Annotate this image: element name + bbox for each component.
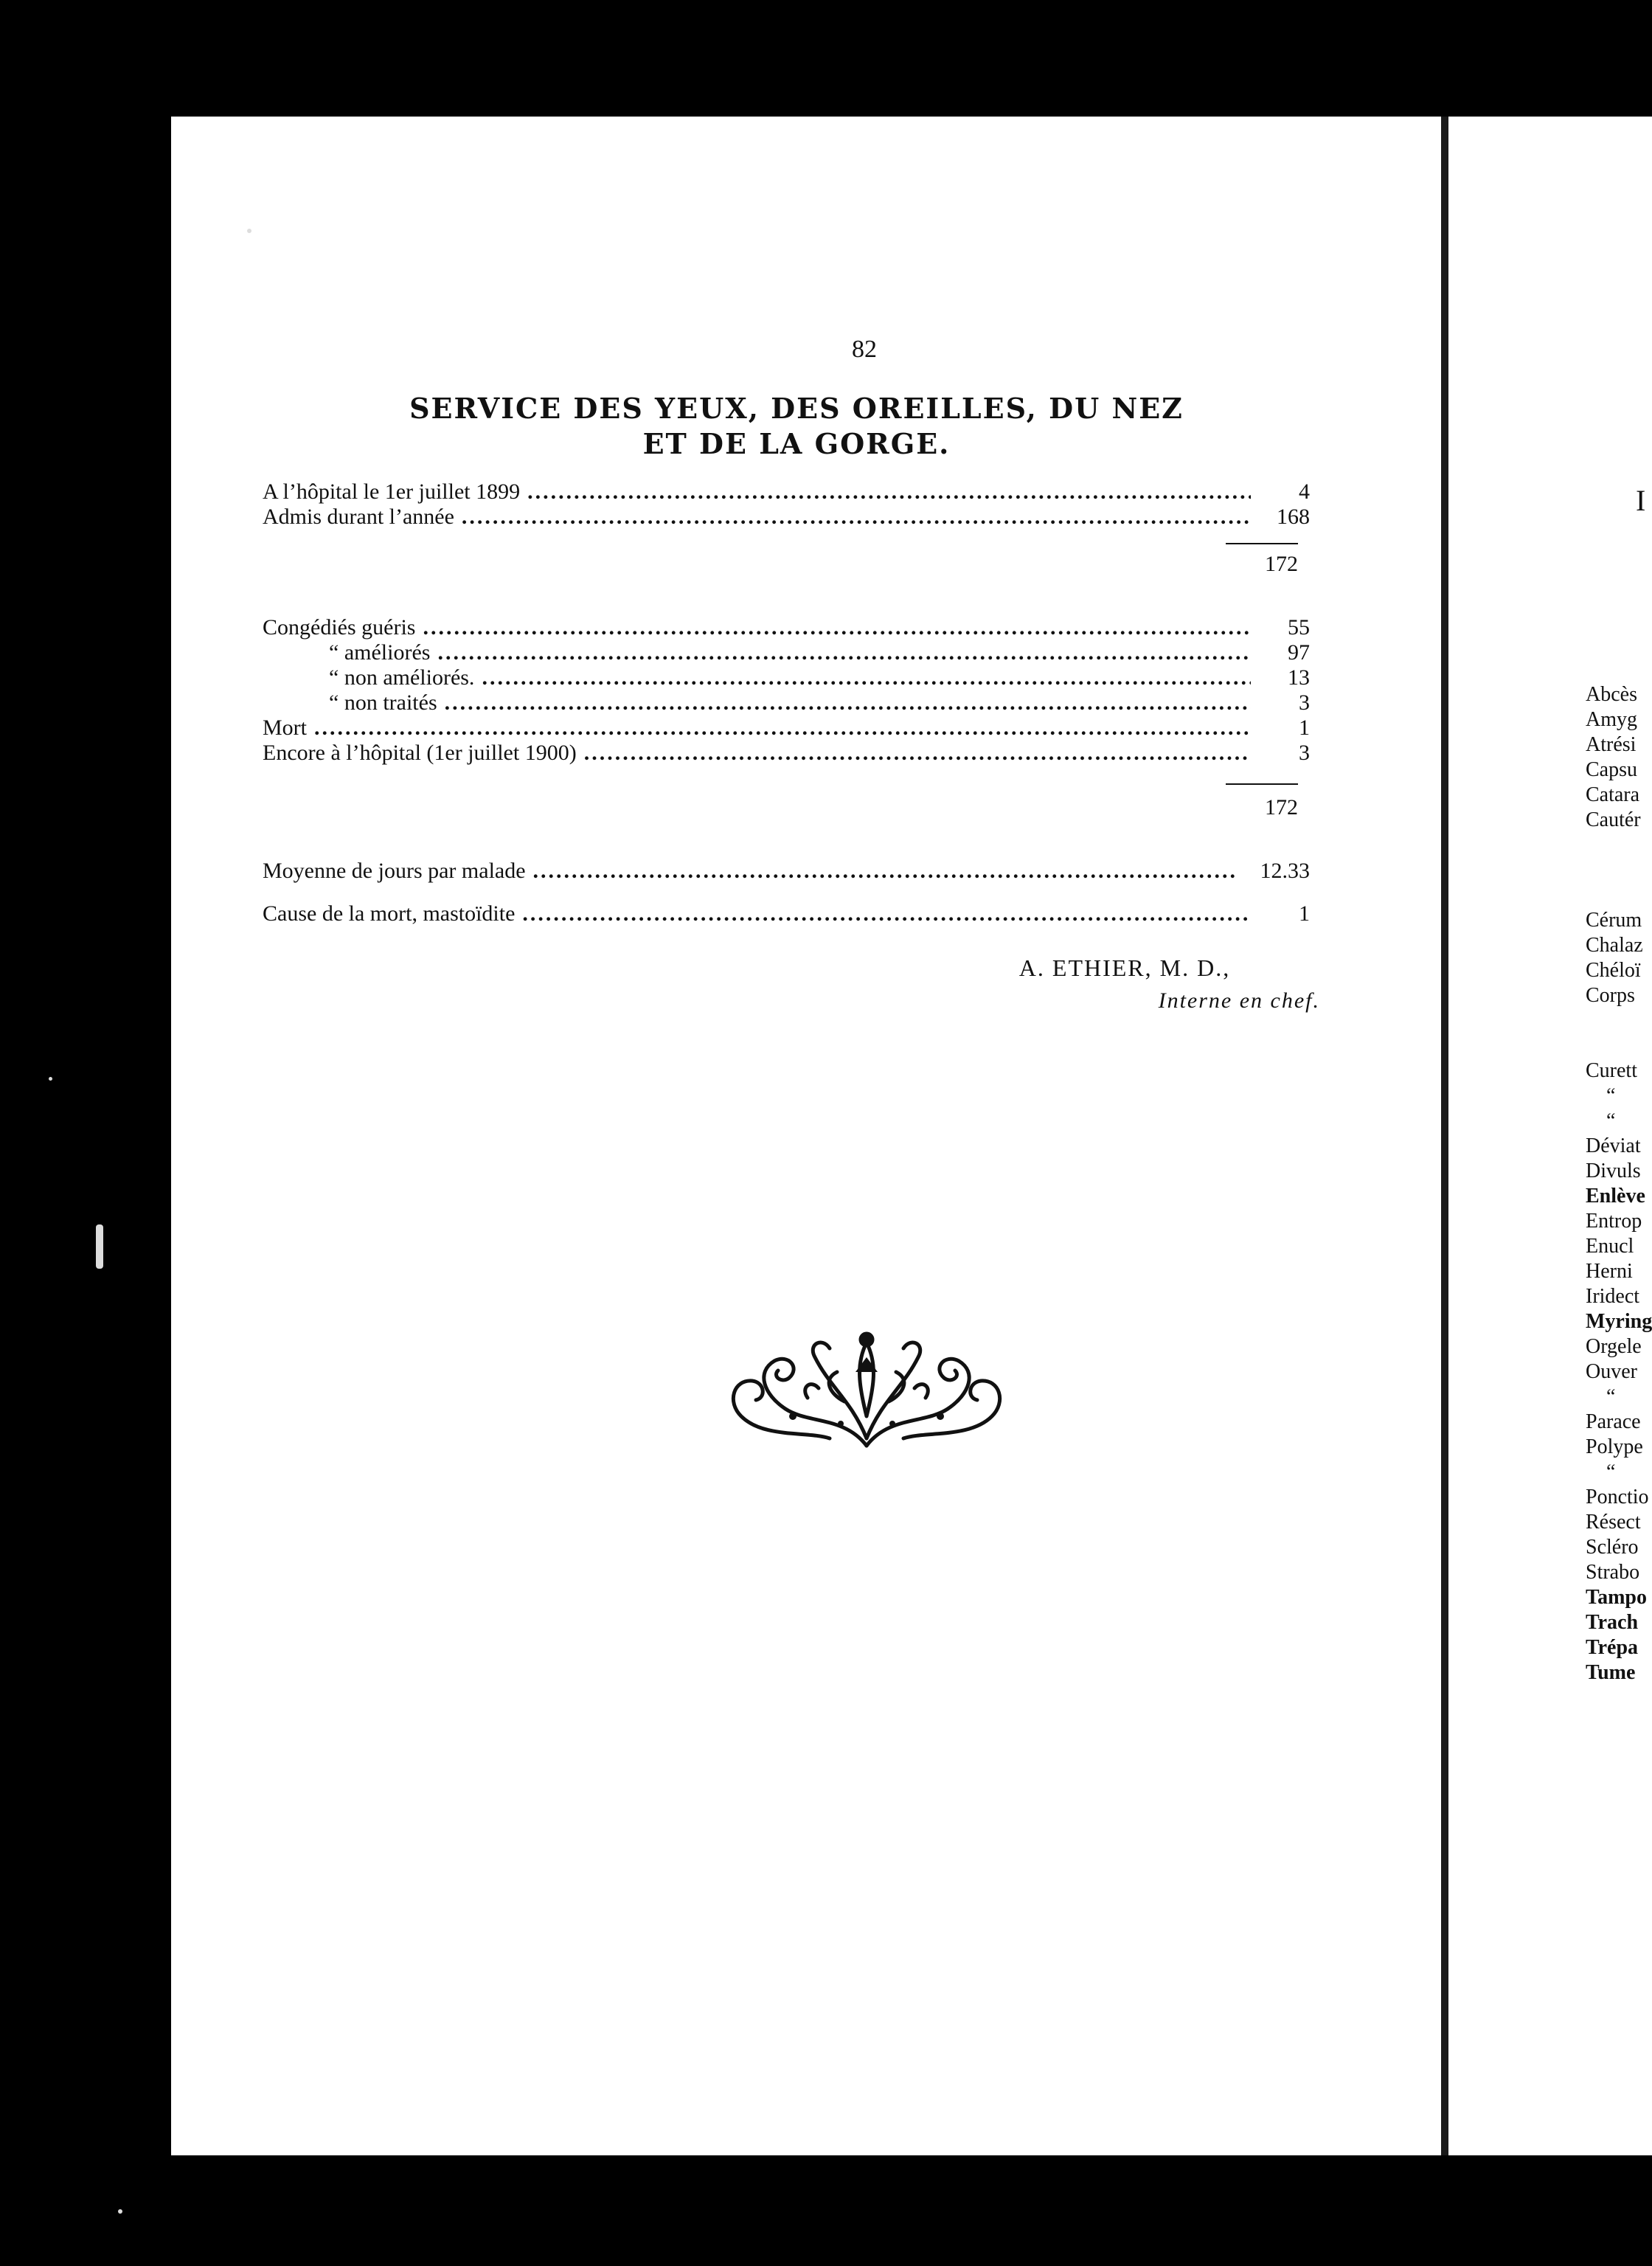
row-value: 4: [1299, 479, 1310, 504]
list-item: “: [1606, 1385, 1616, 1408]
admission-row: [263, 505, 1310, 531]
title-line-2: ET DE LA GORGE.: [642, 427, 951, 460]
row-label: Mort: [263, 716, 307, 740]
leader-dots: [482, 665, 1251, 690]
scan-speck: [118, 2209, 122, 2214]
row-label: “ améliorés: [329, 640, 431, 665]
list-item: Abcès: [1586, 683, 1637, 706]
list-item: Résect: [1586, 1511, 1641, 1534]
list-item: Tume: [1586, 1661, 1636, 1684]
row-label: Cause de la mort, mastoïdite: [263, 901, 516, 926]
admissions-total: 172: [1265, 552, 1298, 576]
discharge-row: [263, 665, 1310, 692]
list-item: [1586, 833, 1652, 858]
signature-role: Interne en chef.: [1158, 988, 1320, 1013]
leader-dots: [423, 615, 1251, 640]
list-item: Tampo: [1586, 1586, 1648, 1609]
decorative-ornament: [719, 1328, 1014, 1453]
list-item: Atrési: [1586, 733, 1637, 756]
sum-rule: [1226, 543, 1298, 544]
list-item: [1586, 858, 1652, 883]
discharge-row: [263, 690, 1310, 717]
scan-speck: [247, 229, 251, 233]
list-item: Déviat: [1586, 1134, 1641, 1157]
discharge-row: [263, 716, 1310, 742]
row-value: 13: [1288, 665, 1310, 690]
row-label: A l’hôpital le 1er juillet 1899: [263, 479, 521, 504]
list-item: [1586, 1033, 1652, 1058]
row-value: 1: [1299, 716, 1310, 740]
row-value: 12.33: [1260, 859, 1310, 883]
list-item: Amyg: [1586, 708, 1637, 731]
facing-page-list: [1586, 682, 1652, 1685]
discharge-row: [263, 640, 1310, 667]
list-item: Enucl: [1586, 1235, 1634, 1258]
list-item: Catara: [1586, 783, 1640, 806]
leader-dots: [445, 690, 1251, 716]
list-item: Enlève: [1586, 1185, 1645, 1208]
row-value: 168: [1277, 505, 1310, 529]
row-value: 3: [1299, 690, 1310, 715]
list-item: Scléro: [1586, 1536, 1639, 1559]
leader-dots: [527, 479, 1251, 505]
list-item: [1586, 883, 1652, 908]
section-title: [273, 391, 1320, 462]
leader-dots: [584, 741, 1251, 766]
list-item: Divuls: [1586, 1160, 1641, 1182]
average-row: [263, 859, 1310, 885]
discharge-row: [263, 615, 1310, 642]
list-item: Orgele: [1586, 1335, 1642, 1358]
scan-speck: [96, 1224, 103, 1269]
list-item: Capsu: [1586, 758, 1637, 781]
leader-dots: [522, 901, 1251, 926]
leader-dots: [437, 640, 1251, 665]
row-value: 1: [1299, 901, 1310, 926]
list-item: Parace: [1586, 1410, 1641, 1433]
discharges-total: 172: [1265, 795, 1298, 820]
leader-dots: [314, 716, 1251, 741]
list-item: Herni: [1586, 1260, 1633, 1283]
list-item: Chéloï: [1586, 959, 1641, 982]
list-item: Ponctio: [1586, 1486, 1649, 1508]
scan-speck: [49, 1077, 52, 1081]
list-item: Trach: [1586, 1611, 1639, 1634]
list-item: [1586, 1008, 1652, 1033]
page-gutter: [1441, 117, 1448, 2155]
sum-rule: [1226, 783, 1298, 785]
row-label: “ non améliorés.: [329, 665, 475, 690]
list-item: Cérum: [1586, 909, 1642, 932]
admission-row: [263, 479, 1310, 506]
list-item: Strabo: [1586, 1561, 1640, 1584]
row-label: Moyenne de jours par malade: [263, 859, 526, 883]
list-item: “: [1606, 1109, 1616, 1132]
title-line-1: SERVICE DES YEUX, DES OREILLES, DU NEZ: [409, 392, 1184, 425]
list-item: “: [1606, 1084, 1616, 1107]
row-label: Congédiés guéris: [263, 615, 416, 640]
list-item: Curett: [1586, 1059, 1637, 1082]
facing-page-heading: I: [1636, 484, 1646, 517]
signature-name: A. ETHIER, M. D.,: [1018, 954, 1231, 981]
list-item: Entrop: [1586, 1210, 1642, 1233]
leader-dots: [462, 505, 1251, 530]
row-label: “ non traités: [329, 690, 437, 715]
list-item: Polype: [1586, 1435, 1643, 1458]
row-value: 3: [1299, 741, 1310, 765]
list-item: Myring: [1586, 1310, 1652, 1333]
list-item: Cautér: [1586, 808, 1641, 831]
leader-dots: [533, 859, 1236, 884]
list-item: “: [1606, 1461, 1616, 1483]
row-label: Admis durant l’année: [263, 505, 454, 529]
list-item: Trépa: [1586, 1636, 1639, 1659]
list-item: Ouver: [1586, 1360, 1637, 1383]
death-cause-row: [263, 901, 1310, 928]
row-value: 55: [1288, 615, 1310, 640]
list-item: Corps: [1586, 984, 1635, 1007]
list-item: Chalaz: [1586, 934, 1643, 957]
row-label: Encore à l’hôpital (1er juillet 1900): [263, 741, 577, 765]
page-number: 82: [852, 336, 877, 363]
list-item: Iridect: [1586, 1285, 1640, 1308]
discharge-row: [263, 741, 1310, 767]
row-value: 97: [1288, 640, 1310, 665]
